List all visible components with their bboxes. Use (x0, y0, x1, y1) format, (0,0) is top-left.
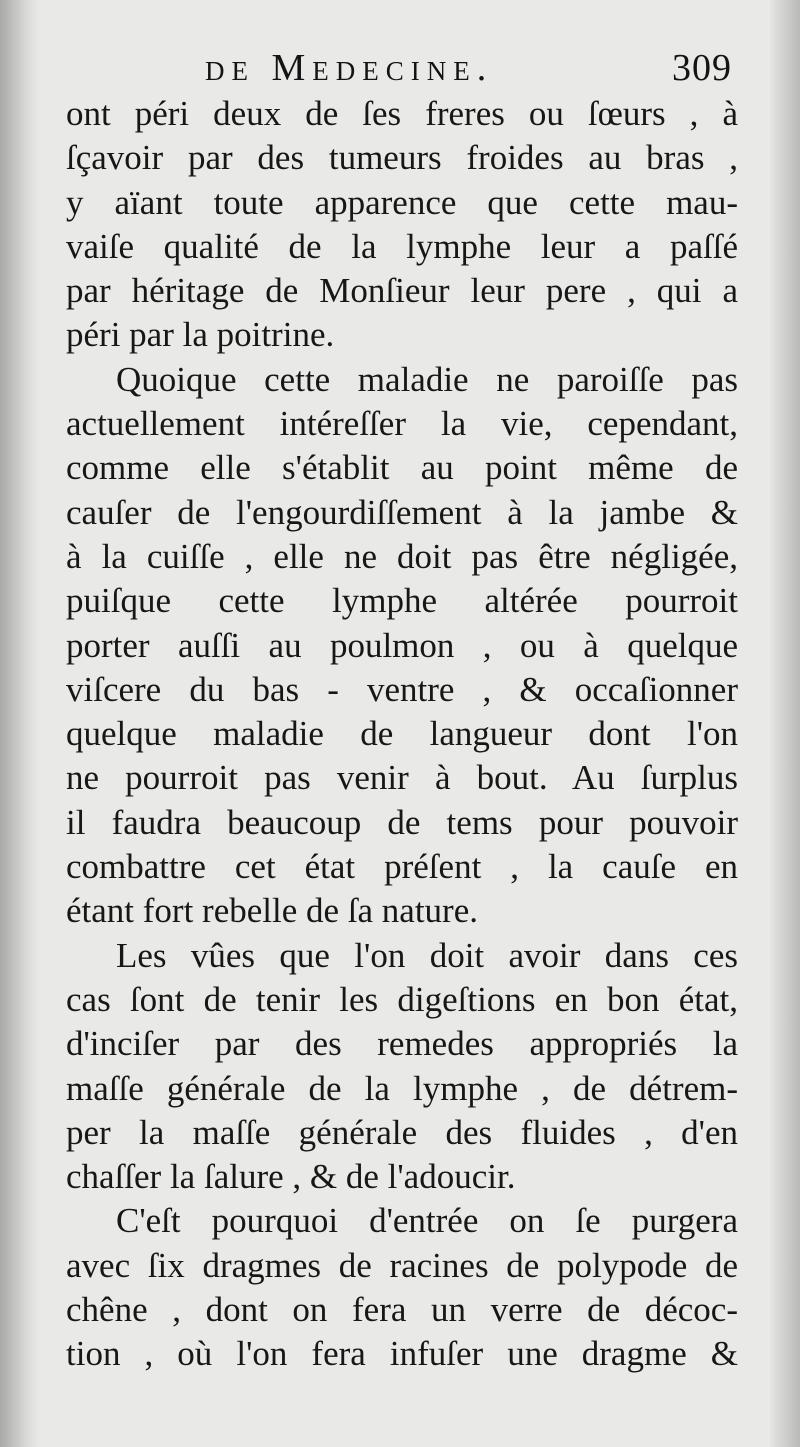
page-number: 309 (672, 47, 732, 89)
text-line: puiſque cette lymphe altérée pourroit (66, 581, 738, 621)
text-line: ont péri deux de ſes freres ou ſœurs , à (66, 94, 738, 133)
text-line: quelque maladie de langueur dont l'on (66, 714, 738, 754)
running-title: de Medecine. (205, 47, 494, 89)
text-line: il faudra beaucoup de tems pour pouvoir (66, 802, 738, 842)
text-line: péri par la poitrine. (66, 315, 335, 355)
page-edge-shadow-right (770, 0, 800, 1447)
paragraph-first-line: Quoique cette maladie ne paroiſſe pas (116, 359, 738, 399)
text-line: cas ſont de tenir les digeſtions en bon état, (66, 979, 738, 1019)
text-line: étant fort rebelle de ſa nature. (66, 891, 479, 931)
text-line: par héritage de Monſieur leur pere , qui a (66, 271, 738, 311)
text-line: tion , où l'on fera infuſer une dragme & (66, 1334, 738, 1374)
text-line: actuellement intéreſſer la vie, cependant, (66, 404, 738, 444)
text-line: ſçavoir par des tumeurs froides au bras , (66, 138, 738, 178)
text-line: chaſſer la ſalure , & de l'adoucir. (66, 1157, 516, 1197)
text-line: cauſer de l'engourdiſſement à la jambe & (66, 492, 738, 532)
paragraph-first-line: Les vûes que l'on doit avoir dans ces (116, 935, 738, 975)
text-line: ne pourroit pas venir à bout. Au ſurplus (66, 758, 738, 798)
text-line: d'inciſer par des remedes appropriés la (66, 1024, 738, 1064)
text-line: à la cuiſſe , elle ne doit pas être négligée, (66, 536, 738, 576)
text-line: porter auſſi au poulmon , ou à quelque (66, 625, 738, 665)
body-text (66, 92, 738, 1377)
text-line: vaiſe qualité de la lymphe leur a paſſé (66, 226, 738, 266)
text-line: maſſe générale de la lymphe , de détrem- (66, 1068, 738, 1108)
page-edge-shadow-left (0, 0, 40, 1447)
text-line: chêne , dont on fera un verre de décoc- (66, 1290, 738, 1330)
text-line: y aïant toute apparence que cette mau- (66, 182, 738, 222)
page-header (60, 44, 740, 94)
text-line: avec ſix dragmes de racines de polypode de (66, 1245, 738, 1285)
text-line: viſcere du bas - ventre , & occaſionner (66, 669, 738, 709)
text-line: combattre cet état préſent , la cauſe en (66, 847, 738, 887)
text-line: per la maſſe générale des fluides , d'en (66, 1112, 738, 1152)
text-line: comme elle s'établit au point même de (66, 448, 738, 488)
paragraph-first-line: C'eſt pourquoi d'entrée on ſe purgera (116, 1201, 738, 1241)
